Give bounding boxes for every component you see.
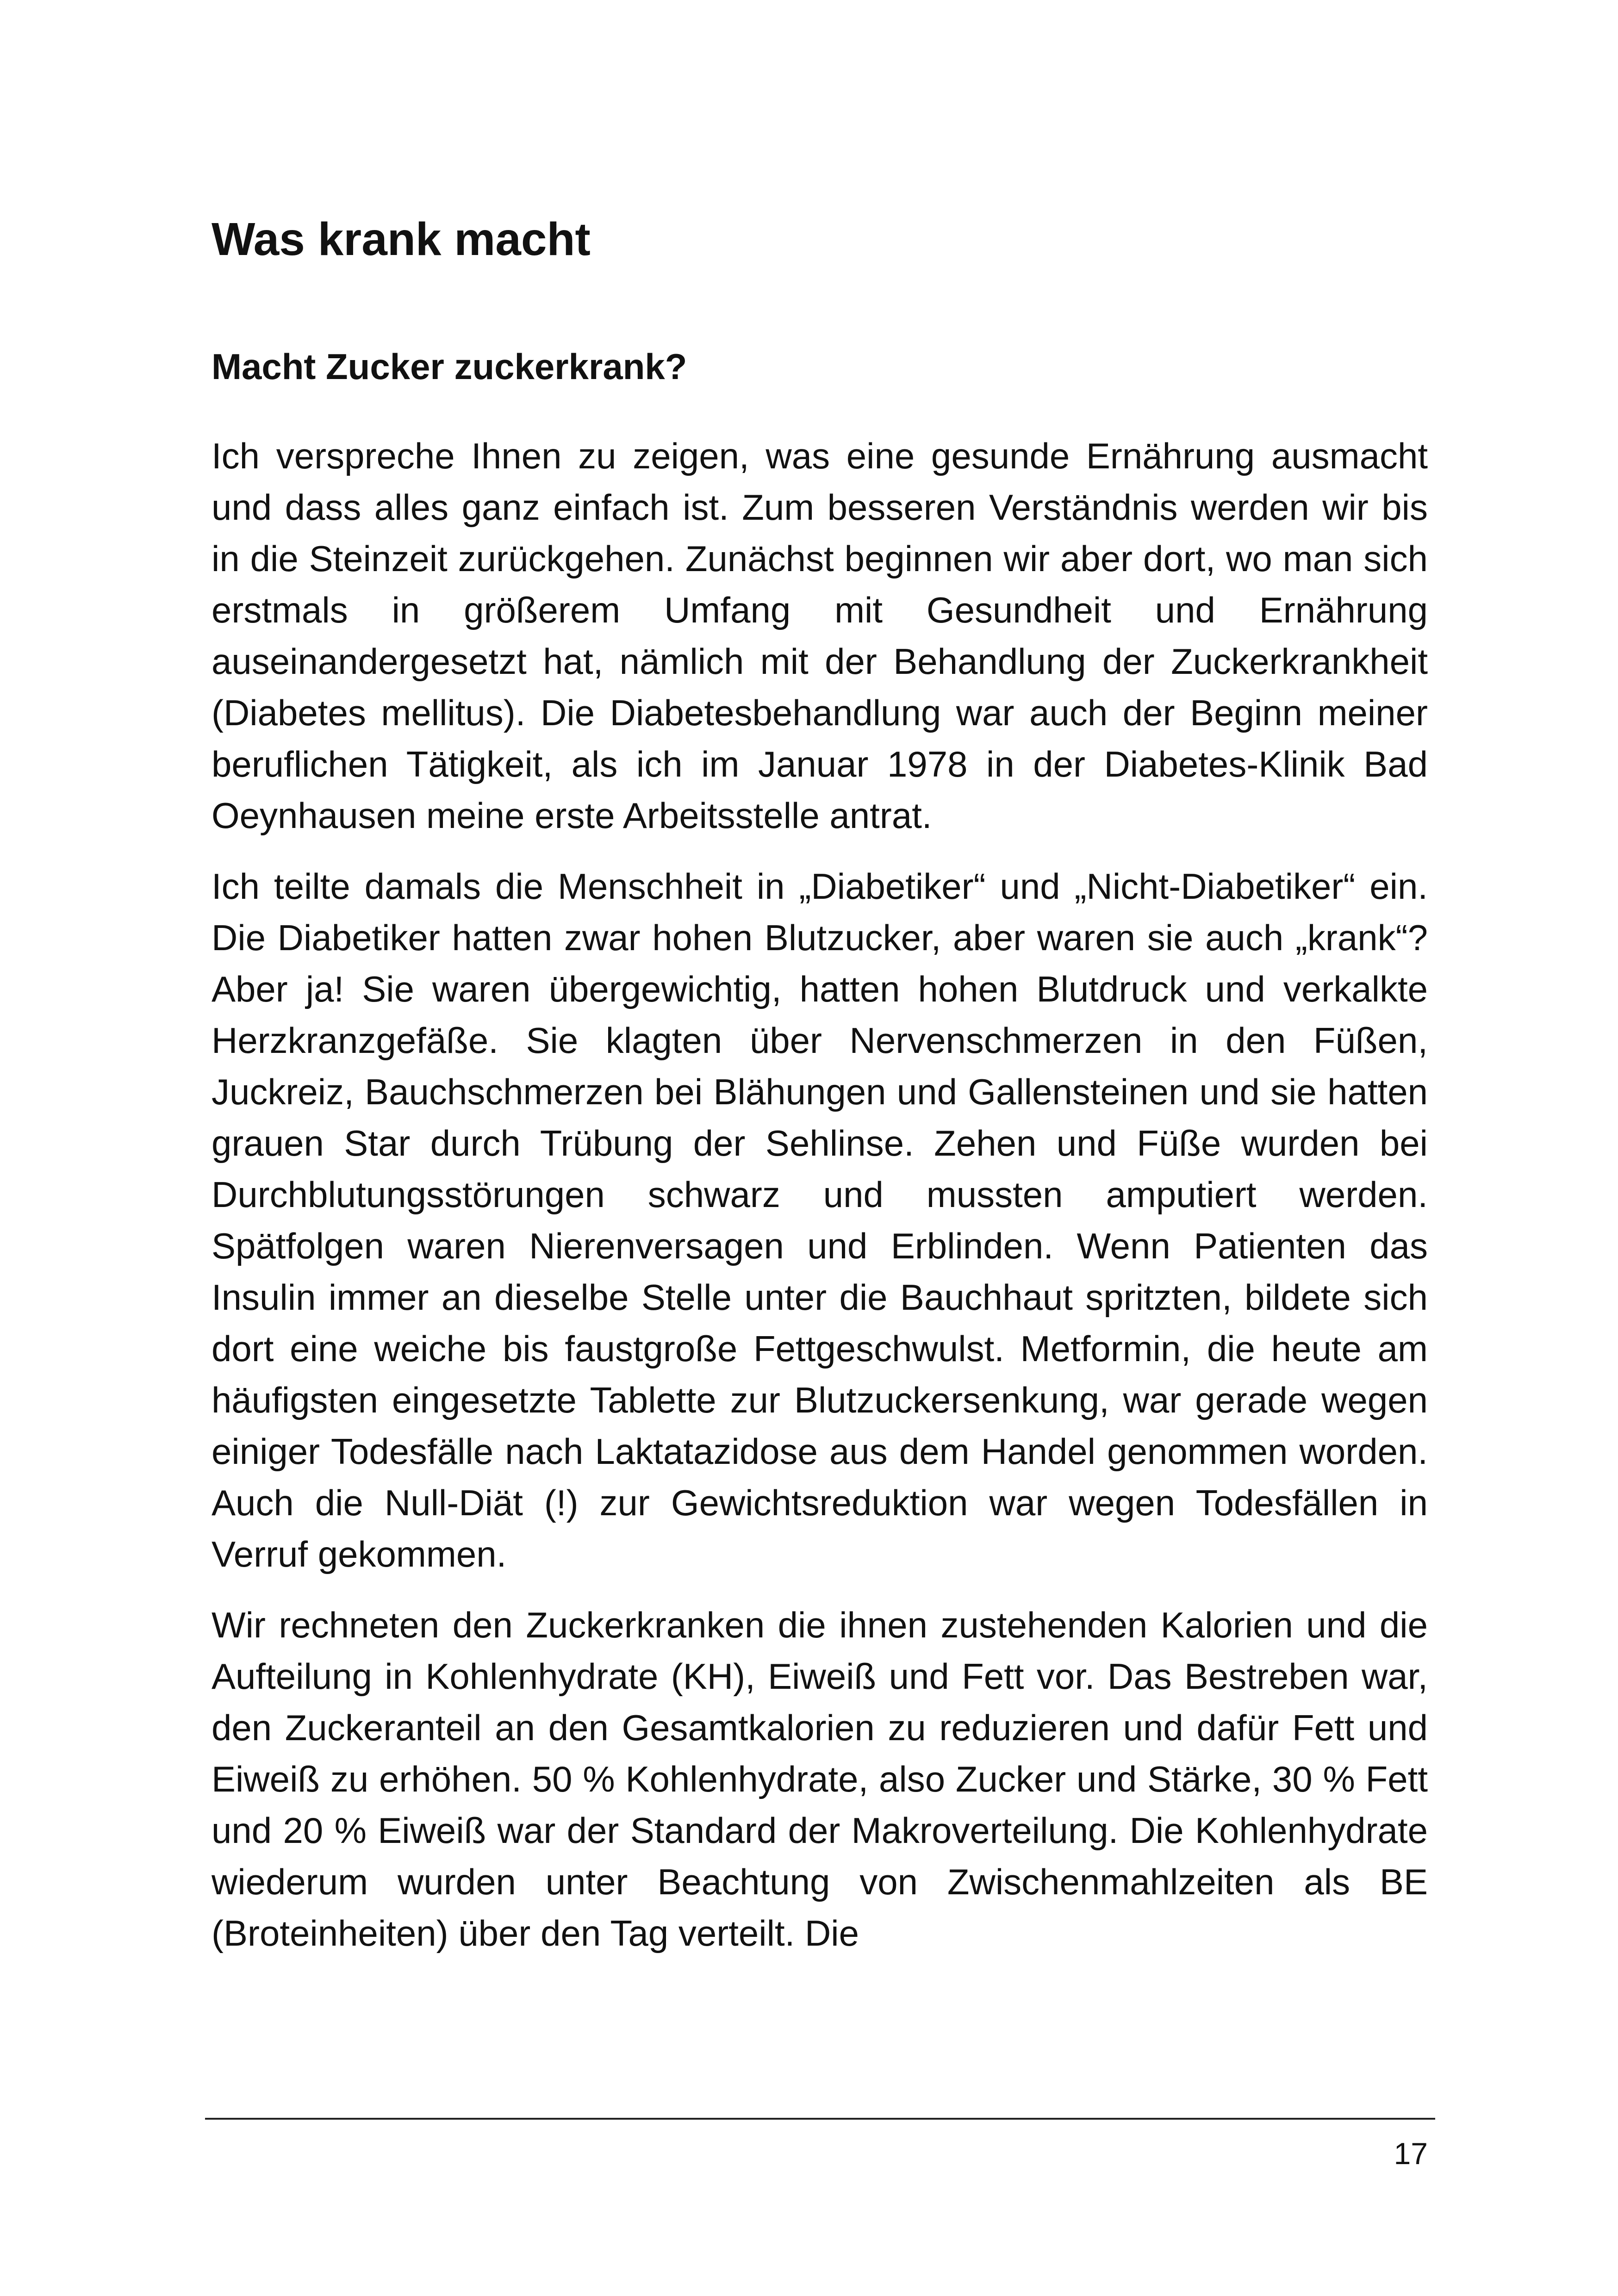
paragraph: Ich teilte damals die Menschheit in „Diabetiker“ und „Nicht-Diabetiker“ ein. Die Diabetiker hatten zwar hohen Blutzucker, aber waren sie auch „krank“? Aber ja! Sie waren übergewichtig, hatten hohen Blutdruck und verkalkte Herzkranzgefäße. Sie klagten über Nervenschmerzen in den Füßen, Juckreiz, Bauchschmerzen bei Blähungen und Gallensteinen und sie hatten grauen Star durch Trübung der Sehlinse. Zehen und Füße wurden bei Durchblutungsstörungen schwarz und mussten amputiert werden. Spätfolgen waren Nierenversagen und Erblinden. Wenn Patienten das Insulin immer an dieselbe Stelle unter die Bauchhaut spritzten, bildete sich dort eine weiche bis faustgroße Fettgeschwulst. Metformin, die heute am häufigsten eingesetzte Tablette zur Blutzuckersenkung, war gerade wegen einiger Todesfälle nach Laktatazidose aus dem Handel genommen worden. Auch die Null-Diät (!) zur Gewichtsreduktion war wegen Todesfällen in Verruf gekommen. bbox=[212, 866, 1428, 1574]
section-title: Macht Zucker zuckerkrank? bbox=[212, 346, 687, 387]
chapter-title: Was krank macht bbox=[212, 213, 591, 265]
paragraph: Ich verspreche Ihnen zu zeigen, was eine gesunde Ernährung ausmacht und dass alles ganz einfach ist. Zum besseren Verständnis werden wir bis in die Steinzeit zurückgehen. Zunächst beginnen wir aber dort, wo man sich erstmals in größerem Umfang mit Gesundheit und Ernährung auseinandergesetzt hat, nämlich mit der Behandlung der Zuckerkrankheit (Diabetes mellitus). Die Diabetesbehandlung war auch der Beginn meiner beruflichen Tätigkeit, als ich im Januar 1978 in der Diabetes-Klinik Bad Oeynhausen meine erste Arbeitsstelle antrat. bbox=[212, 436, 1428, 836]
page-number: 17 bbox=[1394, 2136, 1428, 2171]
footer-divider bbox=[205, 2118, 1435, 2120]
paragraph: Wir rechneten den Zuckerkranken die ihnen zustehenden Kalorien und die Aufteilung in Kohlenhydrate (KH), Eiweiß und Fett vor. Das Bestreben war, den Zuckeranteil an den Gesamtkalorien zu reduzieren und dafür Fett und Eiweiß zu erhöhen. 50 % Kohlenhydrate, also Zucker und Stärke, 30 % Fett und 20 % Eiweiß war der Standard der Makroverteilung. Die Kohlenhydrate wiederum wurden unter Beachtung von Zwischenmahlzeiten als BE (Broteinheiten) über den Tag verteilt. Die bbox=[212, 1605, 1428, 1954]
body-text bbox=[212, 430, 1428, 1979]
